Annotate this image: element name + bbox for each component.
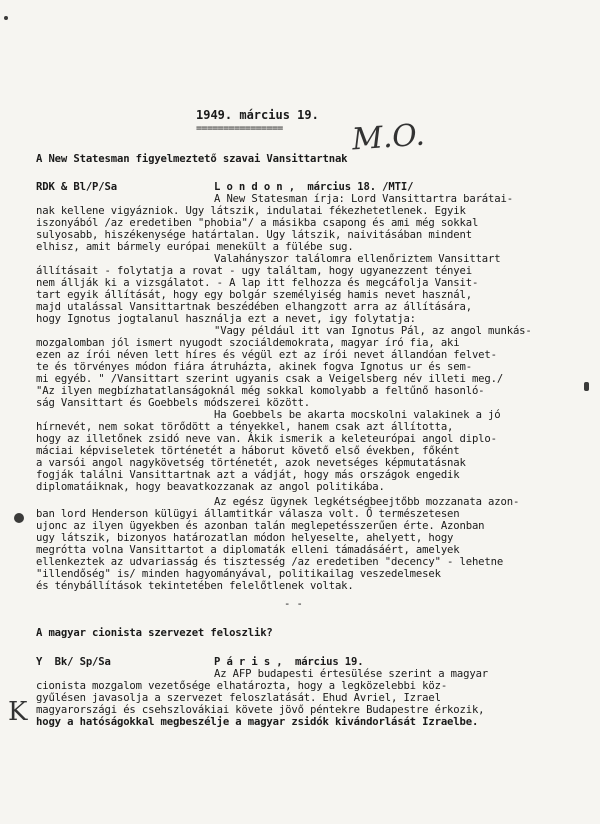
body-line: elhisz, amit bármely európai menekült a fülébe sug. xyxy=(36,241,354,253)
body-line: mozgalomban jól ismert nyugodt szociáldemokrata, magyar író fia, aki xyxy=(36,337,460,349)
body-line: ezen az írói néven lett híres és végül ezt az írói nevet állandóan felvet- xyxy=(36,349,497,361)
body-line: mi egyéb. " /Vansittart szerint ugyanis csak a Veigelsberg név illeti meg./ xyxy=(36,373,504,385)
body-line: diplomatáiknak, hogy beavatkozzanak az angol politikába. xyxy=(36,481,385,493)
body-line: ujonc az ilyen ügyekben és azonban talán meglepetésszerűen érte. Azonban xyxy=(36,520,485,532)
body-line: ugy látszik, bizonyos határozatlan módon helyeselte, ahelyett, hogy xyxy=(36,532,454,544)
punch-hole-mark xyxy=(14,513,24,523)
article-dateline: L o n d o n , március 18. /MTI/ xyxy=(214,181,414,193)
body-line: ban lord Henderson külügyi államtitkár válasza volt. Ő természetesen xyxy=(36,508,460,520)
body-line: Az egész ügynek legkétségbeejtőbb mozzanata azon- xyxy=(214,496,520,508)
body-line: tart egyik állítását, hogy egy bolgár személyiség hamis nevet használ, xyxy=(36,289,472,301)
body-line: fogják találni Vansittartnak azt a vádját, hogy más országok engedik xyxy=(36,469,460,481)
ink-mark xyxy=(584,382,589,391)
body-line: Ha Goebbels be akarta mocskolni valakinek a jó xyxy=(214,409,501,421)
body-line: "Vagy például itt van Ignotus Pál, az angol munkás- xyxy=(214,325,532,337)
handwritten-annotation-mo: M.O. xyxy=(350,117,426,158)
body-line: gyűlésen javasolja a szervezet feloszlatását. Ehud Avriel, Izrael xyxy=(36,692,441,704)
body-line: Az AFP budapesti értesülése szerint a magyar xyxy=(214,668,489,680)
document-date: 1949. március 19. xyxy=(196,108,319,122)
body-line: ság Vansittart és Goebbels módszerei között. xyxy=(36,397,311,409)
article-reference: RDK & Bl/P/Sa xyxy=(36,181,117,193)
body-line: és ténybállítások tekintetében felelőtlenek voltak. xyxy=(36,580,354,592)
date-underline: ================ xyxy=(196,123,283,134)
body-line: "illendőség" is/ minden hagyományával, politikailag veszedelmesek xyxy=(36,568,441,580)
ink-speck xyxy=(4,16,8,20)
body-line: Valahányszor találomra ellenőriztem Vansittart xyxy=(214,253,501,265)
body-line: nem állják ki a vizsgálatot. - A lap itt felhozza és megcáfolja Vansit- xyxy=(36,277,479,289)
article-title: A magyar cionista szervezet feloszlik? xyxy=(36,627,273,639)
body-line: cionista mozgalom vezetősége elhatározta, hogy a legközelebbi köz- xyxy=(36,680,448,692)
body-line: majd utalással Vansittartnak beszédében elhangzott arra az állítására, xyxy=(36,301,472,313)
body-line: hogy a hatóságokkal megbeszélje a magyar zsidók kivándorlását Izraelbe. xyxy=(36,716,479,728)
body-line: "Az ilyen megbízhatatlanságoknál még sokkal komolyabb a feltűnő hasonló- xyxy=(36,385,485,397)
body-line: iszonyából /az eredetiben "phobia"/ a másikba csapong és ami még sokkal xyxy=(36,217,479,229)
body-line: állításait - folytatja a rovat - ugy találtam, hogy ugyanezzent tényei xyxy=(36,265,472,277)
article-title: A New Statesman figyelmeztető szavai Vansittartnak xyxy=(36,153,348,165)
article-reference: Y Bk/ Sp/Sa xyxy=(36,656,111,668)
body-line: te és törvényes módon fiára átruházta, akinek fogva Ignotus ur és sem- xyxy=(36,361,472,373)
body-line: A New Statesman írja: Lord Vansittartra barátai- xyxy=(214,193,513,205)
body-line: ellenkeztek az udvariasság és tisztesség /az eredetiben "decency" - lehetne xyxy=(36,556,504,568)
handwritten-annotation-k: K xyxy=(8,697,28,727)
section-separator: - - xyxy=(284,598,303,610)
body-line: magyarországi és csehszlovákiai követe jövő péntekre Budapestre érkozik, xyxy=(36,704,485,716)
body-line: a varsói angol nagykövetség történetét, azok nevetséges képmutatásnak xyxy=(36,457,466,469)
body-line: nak kellene vigyázniok. Ugy látszik, indulatai fékezhetetlenek. Egyik xyxy=(36,205,466,217)
body-line: hogy Ignotus jogtalanul használja ezt a nevet, igy folytatja: xyxy=(36,313,416,325)
article-dateline: P á r i s , március 19. xyxy=(214,656,364,668)
body-line: sulyosabb, hiszékenysége határtalan. Ugy látszik, naivitásában mindent xyxy=(36,229,472,241)
body-line: máciai képviseletek történetét a háborut követő első években, főként xyxy=(36,445,460,457)
body-line: hírnevét, nem sokat törődött a tényekkel, hanem csak azt állította, xyxy=(36,421,454,433)
body-line: megrótta volna Vansittartot a diplomaták elleni támadásáért, amelyek xyxy=(36,544,460,556)
body-line: hogy az illetőnek zsidó neve van. Ákik ismerik a keleteurópai angol diplo- xyxy=(36,433,497,445)
